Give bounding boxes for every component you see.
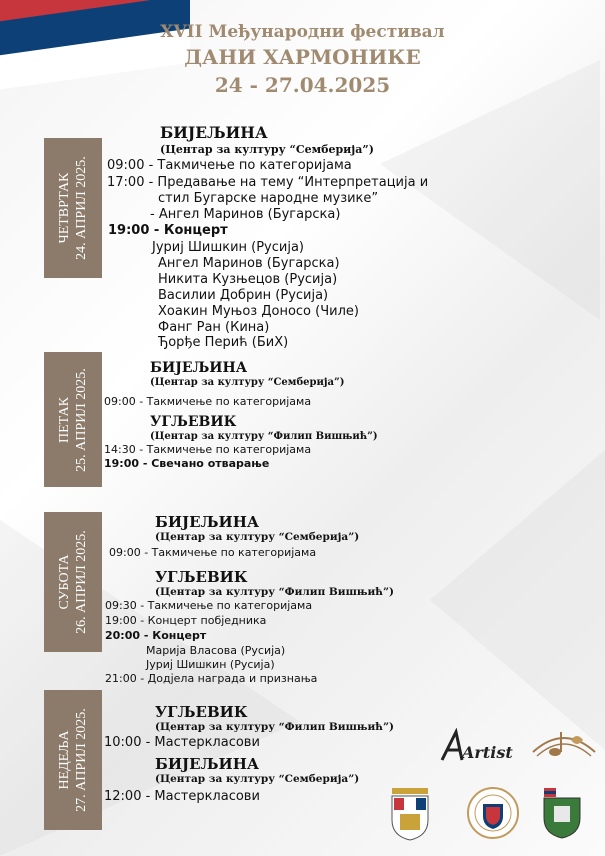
day-panel-sunday — [44, 690, 102, 830]
artist-logo-text: Artist — [462, 743, 513, 762]
event-item: 21:00 - Додјела награда и признања — [105, 672, 318, 685]
music-note-logo — [525, 722, 603, 768]
performer-item: Никита Кузњецов (Русија) — [158, 272, 338, 287]
performer-item: Ђорђе Перић (БиХ) — [158, 335, 289, 350]
day-date: 27. АПРИЛ 2025. — [74, 708, 89, 812]
venue-name: (Центар за културу “Семберија”) — [150, 377, 345, 388]
event-item: 09:30 - Такмичење по категоријама — [105, 599, 313, 612]
day-date: 24. АПРИЛ 2025. — [74, 156, 89, 260]
coat-of-arms-bijeljina — [386, 786, 434, 842]
event-item: - Ангел Маринов (Бугарска) — [150, 207, 341, 222]
day-date: 26. АПРИЛ 2025. — [74, 530, 89, 634]
day-name: НЕДЕЉА — [57, 730, 72, 790]
day-panel-friday — [44, 352, 102, 487]
venue-name: (Центар за културу “Семберија”) — [155, 773, 360, 785]
venue-name: (Центар за културу “Филип Вишњић”) — [155, 586, 394, 598]
day-date: 25. АПРИЛ 2025. — [74, 367, 89, 472]
event-item: 12:00 - Мастеркласови — [104, 789, 260, 804]
republika-srpska-seal — [466, 786, 520, 840]
day-name: СУБОТА — [57, 554, 72, 610]
background-shape — [430, 450, 605, 750]
background-shape — [380, 60, 600, 320]
festival-edition: XVII Међународни фестивал — [160, 22, 445, 42]
event-item: 09:00 - Такмичење по категоријама — [104, 395, 312, 408]
event-item: 20:00 - Концерт — [105, 629, 207, 642]
day-panel-thursday — [44, 138, 102, 278]
venue-name: (Центар за културу “Семберија”) — [155, 531, 360, 543]
performer-item: Ангел Маринов (Бугарска) — [158, 256, 340, 271]
city-heading: БИЈЕЉИНА — [160, 123, 268, 142]
venue-name: (Центар за културу “Семберија”) — [160, 143, 374, 156]
day-panel-saturday — [44, 512, 102, 652]
festival-title: ДАНИ ХАРМОНИКЕ — [184, 45, 421, 69]
performer-item: Хоакин Муњоз Доносо (Чиле) — [158, 304, 359, 319]
event-item: 10:00 - Мастеркласови — [104, 735, 260, 750]
city-heading: УГЉЕВИК — [150, 414, 237, 430]
artist-logo — [438, 728, 524, 768]
city-heading: БИЈЕЉИНА — [150, 360, 248, 376]
coat-of-arms-ugljevik — [540, 786, 584, 840]
city-heading: БИЈЕЉИНА — [155, 755, 260, 773]
performer-item: Јуриј Шишкин (Русија) — [146, 658, 275, 671]
performer-item: Марија Власова (Русија) — [146, 644, 286, 657]
performer-item: Василии Добрин (Русија) — [158, 288, 329, 303]
performer-item: Фанг Ран (Кина) — [158, 320, 270, 335]
venue-name: (Центар за културу “Филип Вишњић”) — [150, 431, 378, 442]
city-heading: УГЉЕВИК — [155, 703, 248, 721]
festival-dates: 24 - 27.04.2025 — [214, 73, 391, 97]
event-item: 09:00 - Такмичење по категоријама — [107, 158, 352, 173]
venue-name: (Центар за културу “Филип Вишњић”) — [155, 721, 394, 733]
city-heading: БИЈЕЉИНА — [155, 513, 260, 531]
event-item: стил Бугарске народне музике” — [158, 191, 379, 206]
performer-item: Јуриј Шишкин (Русија) — [152, 240, 305, 255]
day-name: ПЕТАК — [57, 396, 72, 443]
event-item: 19:00 - Свечано отварање — [104, 457, 270, 470]
event-item: 09:00 - Такмичење по категоријама — [109, 546, 317, 559]
day-name: ЧЕТВРТАК — [57, 172, 72, 244]
event-item: 14:30 - Такмичење по категоријама — [104, 443, 312, 456]
city-heading: УГЉЕВИК — [155, 568, 248, 586]
event-item: 19:00 - Концерт побједника — [105, 614, 267, 627]
event-item: 19:00 - Концерт — [108, 223, 228, 238]
event-item: 17:00 - Предавање на тему “Интерпретација и — [107, 175, 429, 190]
